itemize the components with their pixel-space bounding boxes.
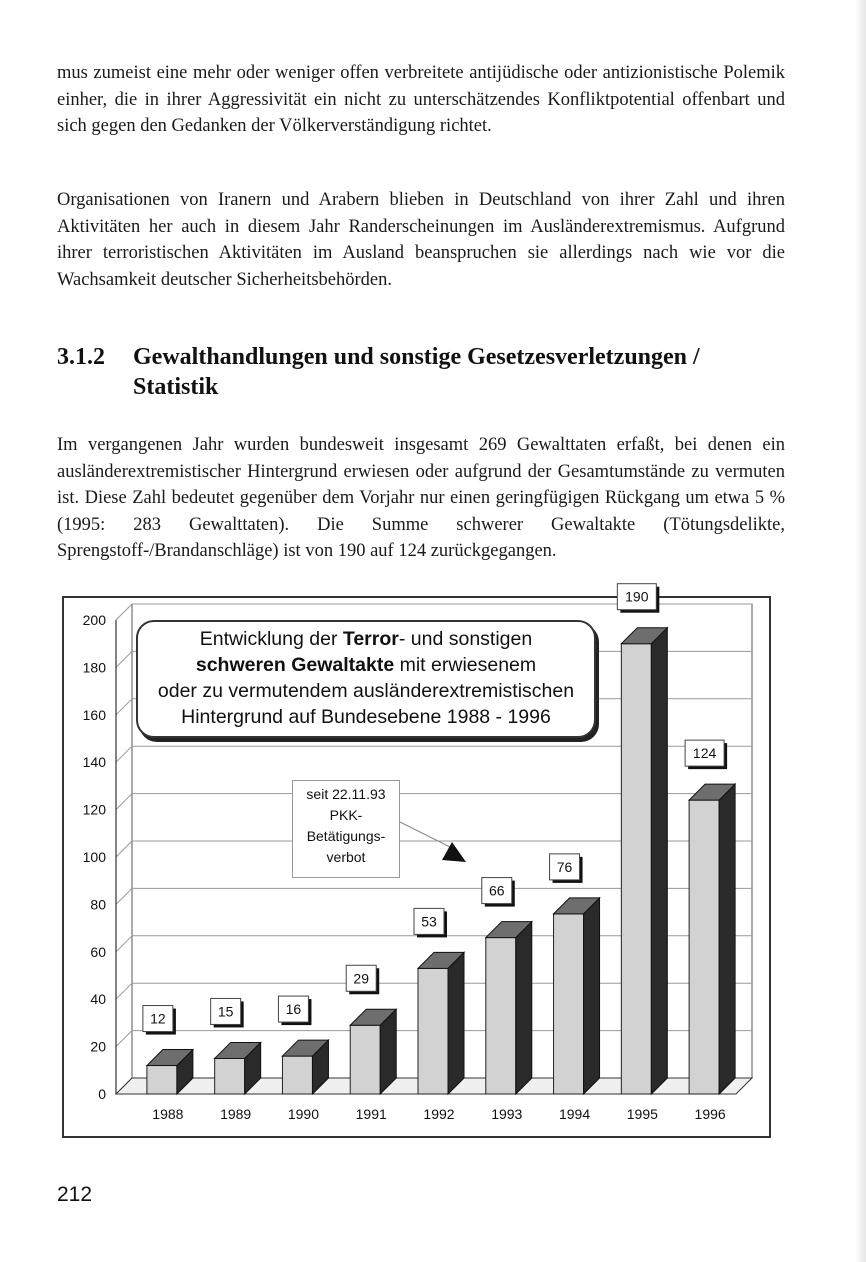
- section-number: 3.1.2: [57, 344, 105, 370]
- bar-side-1993: [516, 922, 532, 1094]
- y-tick-label: 20: [90, 1038, 106, 1055]
- chart-title-line-4: Hintergrund auf Bundesebene 1988 - 1996: [181, 706, 551, 728]
- data-label-1994: 76: [556, 858, 573, 875]
- data-label-1996: 124: [692, 745, 717, 762]
- y-tick-label: 160: [82, 706, 106, 723]
- x-tick-label-1992: 1992: [423, 1106, 455, 1122]
- bar-side-1996: [719, 784, 735, 1094]
- x-tick-label-1988: 1988: [152, 1106, 184, 1122]
- chart-title-line-2: schweren Gewaltakte mit erwiesenem: [195, 654, 537, 676]
- annotation-line-4: verbot: [326, 849, 366, 865]
- x-tick-label-1996: 1996: [694, 1106, 726, 1122]
- gridline-diagonal: [116, 1031, 132, 1047]
- y-tick-label: 0: [98, 1086, 106, 1102]
- data-label-1992: 53: [421, 913, 437, 930]
- bar-1993: [486, 938, 516, 1094]
- bar-1995: [621, 644, 651, 1094]
- gridline-diagonal: [116, 794, 132, 810]
- bar-1990: [282, 1056, 312, 1094]
- violence-chart-figure: [62, 588, 771, 1138]
- bar-1991: [350, 1025, 380, 1094]
- y-tick-label: 80: [90, 896, 106, 913]
- x-tick-label-1991: 1991: [355, 1106, 387, 1122]
- gridline-diagonal: [116, 841, 132, 857]
- x-tick-label-1990: 1990: [287, 1106, 320, 1122]
- x-tick-label-1995: 1995: [626, 1106, 658, 1122]
- gridline-diagonal: [116, 699, 132, 715]
- chart-title-line-1: Entwicklung der Terror- und sonstigen: [199, 628, 533, 650]
- bar-side-1994: [584, 898, 600, 1094]
- paragraph-antisemitic-polemics: mus zumeist eine mehr oder weniger offen verbreitete antijüdische oder antizionistische Polemik einher, die in ihrer Aggressivität ein nicht zu unterschätzendes Konfliktpotential offenbart und sich gegen den Gedanken der Völkerverständigung richtet.: [57, 63, 785, 136]
- annotation-line-1: seit 22.11.93: [306, 786, 386, 802]
- bar-1994: [554, 914, 584, 1094]
- x-tick-label-1993: 1993: [491, 1106, 523, 1122]
- bar-1992: [418, 968, 448, 1094]
- gridline-diagonal: [116, 604, 132, 620]
- pkk-ban-annotation: [292, 780, 400, 878]
- data-label-1993: 66: [488, 882, 505, 899]
- data-label-1988: 12: [150, 1010, 166, 1027]
- bar-1996: [689, 800, 719, 1094]
- page-edge-shadow: [855, 0, 866, 1262]
- y-tick-label: 40: [90, 991, 106, 1008]
- gridline-diagonal: [116, 651, 132, 667]
- y-tick-label: 60: [90, 943, 106, 960]
- paragraph-iranian-arab-organisations: Organisationen von Iranern und Arabern blieben in Deutschland von ihrer Zahl und ihren Aktivitäten her auch in diesem Jahr Randerscheinungen im Ausländerextremismus. Aufgrund ihrer terroristischen Aktivitäten im Ausland beanspruchen sie allerdings nach wie vor die Wachsamkeit deutscher Sicherheitsbehörden.: [57, 190, 785, 290]
- data-label-1989: 15: [217, 1003, 234, 1020]
- gridline-diagonal: [116, 746, 132, 762]
- y-tick-label: 120: [82, 801, 106, 818]
- data-label-1991: 29: [353, 970, 370, 987]
- y-tick-label: 180: [82, 659, 106, 676]
- annotation-line-3: Betätigungs-: [306, 828, 386, 844]
- section-title: Gewalthandlungen und sonstige Gesetzesverletzungen / Statistik: [133, 344, 700, 400]
- data-label-1990: 16: [285, 1001, 302, 1018]
- data-label-1995: 190: [625, 588, 649, 605]
- gridline-diagonal: [116, 983, 132, 999]
- annotation-line-2: PKK-: [329, 807, 363, 823]
- bar-side-1992: [448, 952, 464, 1094]
- page-number: 212: [57, 1183, 93, 1206]
- chart-title-box: [136, 620, 596, 738]
- y-tick-label: 100: [82, 849, 106, 865]
- x-tick-label-1989: 1989: [220, 1106, 252, 1122]
- bar-1988: [147, 1066, 177, 1094]
- y-tick-label: 200: [82, 612, 106, 628]
- chart-title-line-3: oder zu vermutendem ausländerextremistischen: [157, 680, 575, 702]
- gridline-diagonal: [116, 936, 132, 952]
- bar-side-1995: [651, 628, 667, 1094]
- y-tick-label: 140: [82, 754, 106, 771]
- x-tick-label-1994: 1994: [558, 1106, 591, 1122]
- bar-1989: [215, 1058, 245, 1094]
- gridline-diagonal: [116, 888, 132, 904]
- paragraph-violence-statistics: Im vergangenen Jahr wurden bundesweit insgesamt 269 Gewalttaten erfaßt, bei denen ein ausländerextremistischer Hintergrund erwiesen oder aufgrund der Gesamtumstände zu vermuten ist. Diese Zahl bedeutet gegenüber dem Vorjahr nur einen geringfügigen Rückgang um etwa 5 % (1995: 283 Gewalttaten). Die Summe schwerer Gewaltakte (Tötungsdelikte, Sprengstoff-/Brandanschläge) ist von 190 auf 124 zurückgegangen.: [57, 435, 785, 561]
